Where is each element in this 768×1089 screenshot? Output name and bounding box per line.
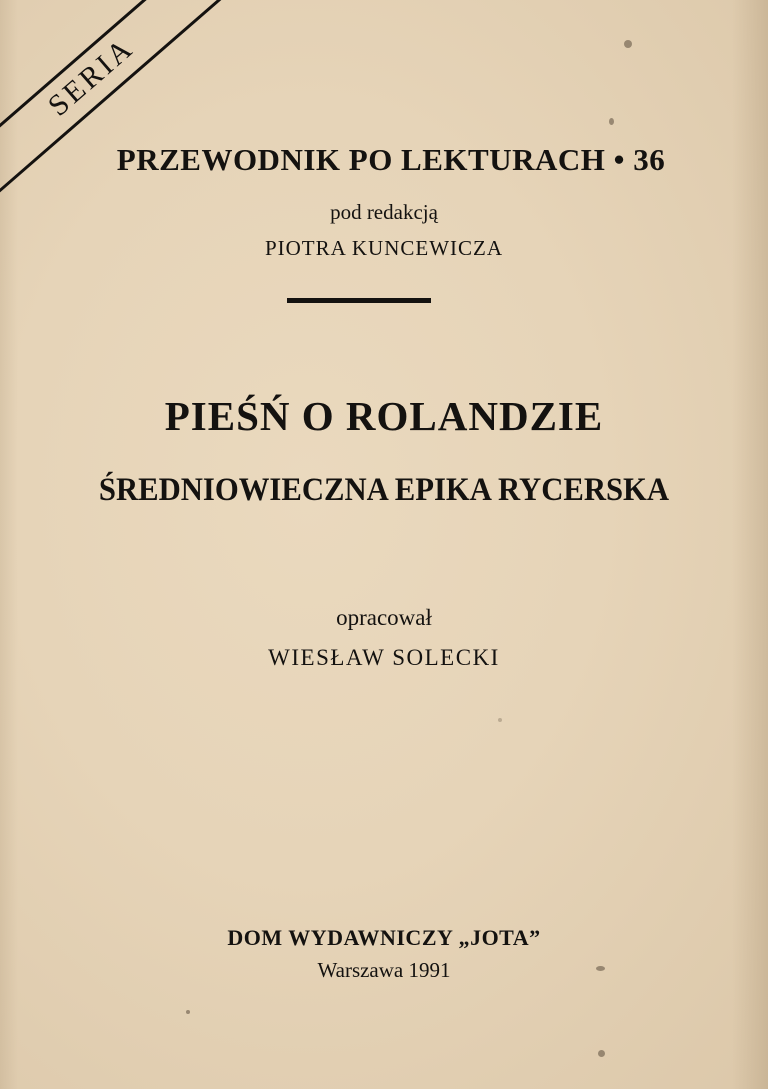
- series-title: PRZEWODNIK PO LEKTURACH • 36: [116, 142, 666, 177]
- editor-caption: pod redakcją: [330, 200, 438, 224]
- paper-speck: [609, 118, 614, 125]
- editor-name: PIOTRA KUNCEWICZA: [264, 236, 504, 260]
- publisher-name: DOM WYDAWNICZY „JOTA”: [227, 925, 541, 950]
- book-subtitle: ŚREDNIOWIECZNA EPIKA RYCERSKA: [98, 472, 670, 508]
- book-title: PIEŚŃ O ROLANDZIE: [164, 393, 604, 439]
- author-caption: opracował: [336, 605, 432, 630]
- publisher-place-year: Warszawa 1991: [317, 958, 451, 982]
- paper-speck: [624, 40, 632, 48]
- paper-speck: [498, 718, 502, 722]
- divider-rule: [287, 298, 431, 303]
- author-name: WIESŁAW SOLECKI: [268, 645, 500, 670]
- paper-speck: [598, 1050, 605, 1057]
- paper-speck: [186, 1010, 190, 1014]
- series-badge-label: SERIA: [41, 31, 141, 123]
